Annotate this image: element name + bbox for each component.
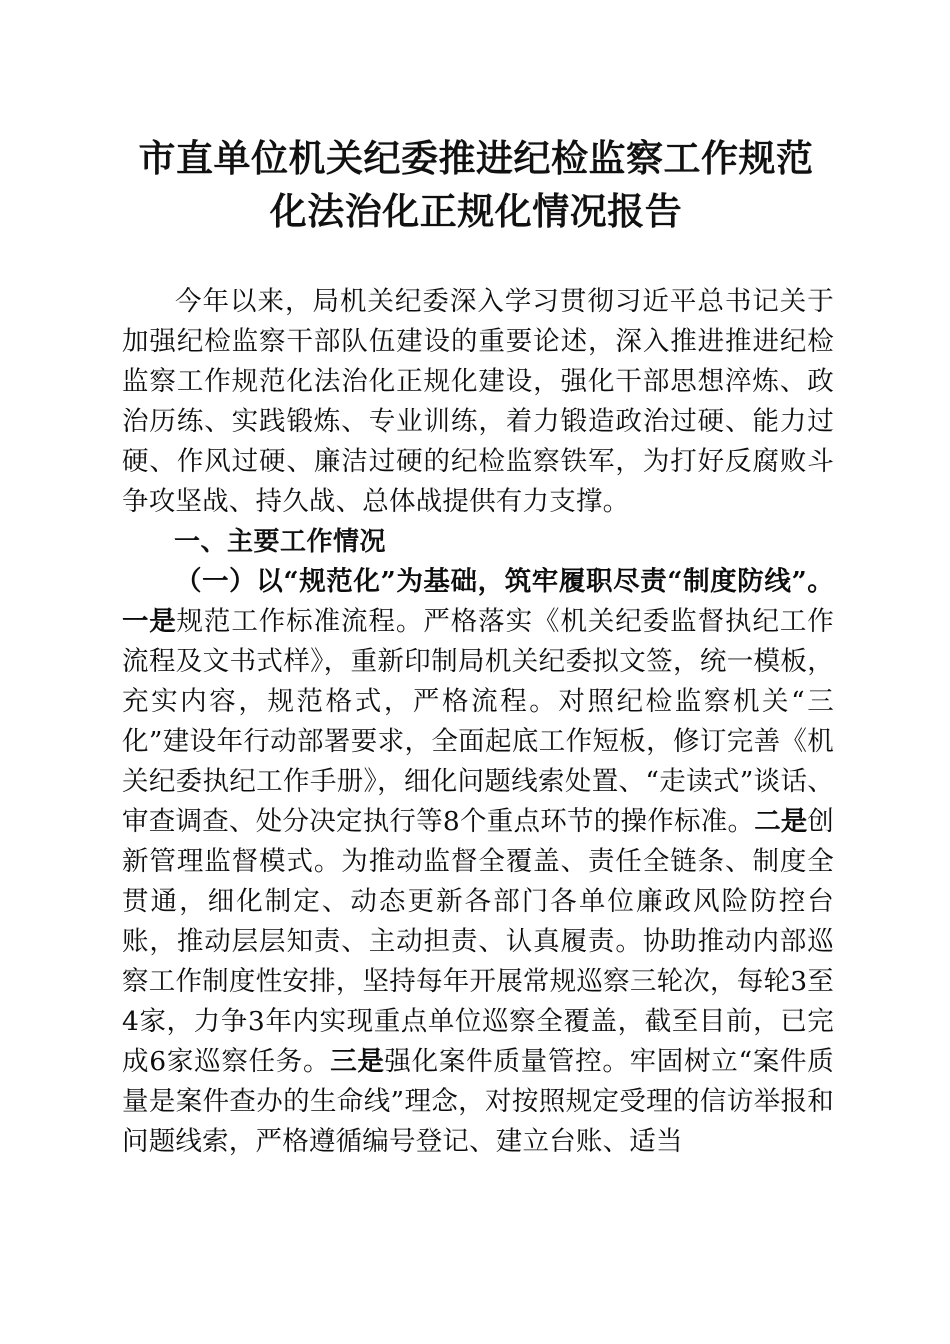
- title-line-2: 化法治化正规化情况报告: [269, 190, 683, 233]
- point-1-text: 规范工作标准流程。严格落实《机关纪委监督执纪工作流程及文书式样》，重新印制局机关纪委拟文签，统一模板，充实内容，规范格式，严格流程。对照纪检监察机关“三化”建设年行动部署要求，全面起底工作短板，修订完善《机关纪委执纪工作手册》，细化问题线索处置、“走读式”谈话、审查调查、处分决定执行等8个重点环节的操作标准。: [122, 606, 835, 837]
- point-3-text: 强化案件质量管控。牢固树立“案件质量是案件查办的生命线”理念，对按照规定受理的信访举报和问题线索，严格遵循编号登记、建立台账、适当: [122, 1046, 835, 1157]
- section-heading-1: 一、主要工作情况: [174, 527, 387, 557]
- title-line-1: 市直单位机关纪委推进纪检监察工作规范: [138, 137, 814, 180]
- sub-heading-1: （一）以“规范化”为基础，筑牢履职尽责“制度防线”。: [175, 566, 834, 597]
- document-body: [122, 282, 834, 1162]
- point-3-label: 三是: [330, 1046, 385, 1077]
- point-1-label: 一是: [122, 606, 177, 637]
- paragraph-opening: 今年以来，局机关纪委深入学习贯彻习近平总书记关于加强纪检监察干部队伍建设的重要论述，深入推进推进纪检监察工作规范化法治化正规化建设，强化干部思想淬炼、政治历练、实践锻炼、专业训练，着力锻造政治过硬、能力过硬、作风过硬、廉洁过硬的纪检监察铁军，为打好反腐败斗争攻坚战、持久战、总体战提供有力支撑。: [122, 286, 834, 517]
- point-2-text: 创新管理监督模式。为推动监督全覆盖、责任全链条、制度全贯通，细化制定、动态更新各部门各单位廉政风险防控台账，推动层层知责、主动担责、认真履责。协助推动内部巡察工作制度性安排，坚持每年开展常规巡察三轮次，每轮3至4家，力争3年内实现重点单位巡察全覆盖，截至目前，已完成6家巡察任务。: [122, 806, 834, 1077]
- page-title: [122, 132, 830, 238]
- paragraph-subsection-1: [122, 562, 834, 1162]
- point-2-label: 二是: [754, 806, 808, 837]
